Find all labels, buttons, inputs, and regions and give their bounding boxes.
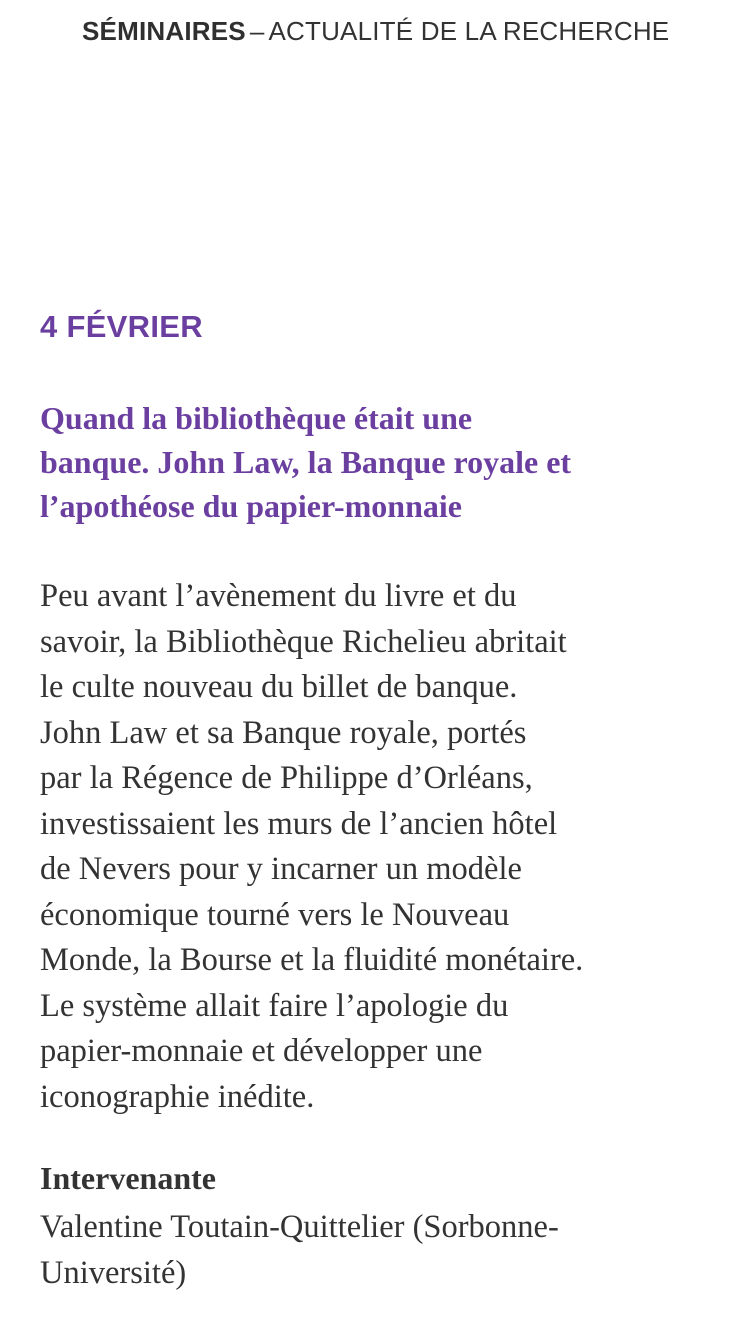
page-header: [82, 16, 669, 47]
speaker-name: [40, 1205, 720, 1296]
event-title-line: l’apothéose du papier-monnaie: [40, 488, 462, 524]
description-line: économique tourné vers le Nouveau: [40, 896, 510, 933]
event-title-line: banque. John Law, la Banque royale et: [40, 444, 572, 480]
description-line: papier-monnaie et développer une: [40, 1033, 483, 1069]
speaker-line: Université): [40, 1254, 187, 1291]
event-description: [40, 574, 720, 1120]
event-title: [40, 396, 710, 528]
speaker-line: Valentine Toutain-Quittelier (Sorbonne-: [40, 1209, 559, 1245]
description-line: Le système allait faire l’apologie du: [40, 987, 509, 1024]
description-line: de Nevers pour y incarner un modèle: [40, 851, 522, 887]
description-line: investissaient les murs de l’ancien hôtel: [40, 805, 558, 842]
event-date: 4 FÉVRIER: [40, 309, 203, 344]
header-subtitle: ACTUALITÉ DE LA RECHERCHE: [268, 16, 670, 46]
header-separator: –: [249, 16, 265, 46]
description-line: le culte nouveau du billet de banque.: [40, 669, 518, 705]
description-line: John Law et sa Banque royale, portés: [40, 714, 527, 751]
description-line: par la Régence de Philippe d’Orléans,: [40, 760, 533, 796]
description-line: iconographie inédite.: [40, 1078, 315, 1115]
event-title-line: Quand la bibliothèque était une: [40, 400, 473, 436]
description-line: Peu avant l’avènement du livre et du: [40, 578, 517, 614]
description-line: Monde, la Bourse et la fluidité monétaire.: [40, 942, 584, 978]
speaker-label: Intervenante: [40, 1160, 216, 1196]
description-line: savoir, la Bibliothèque Richelieu abritait: [40, 623, 567, 660]
header-section: SÉMINAIRES: [82, 16, 246, 46]
